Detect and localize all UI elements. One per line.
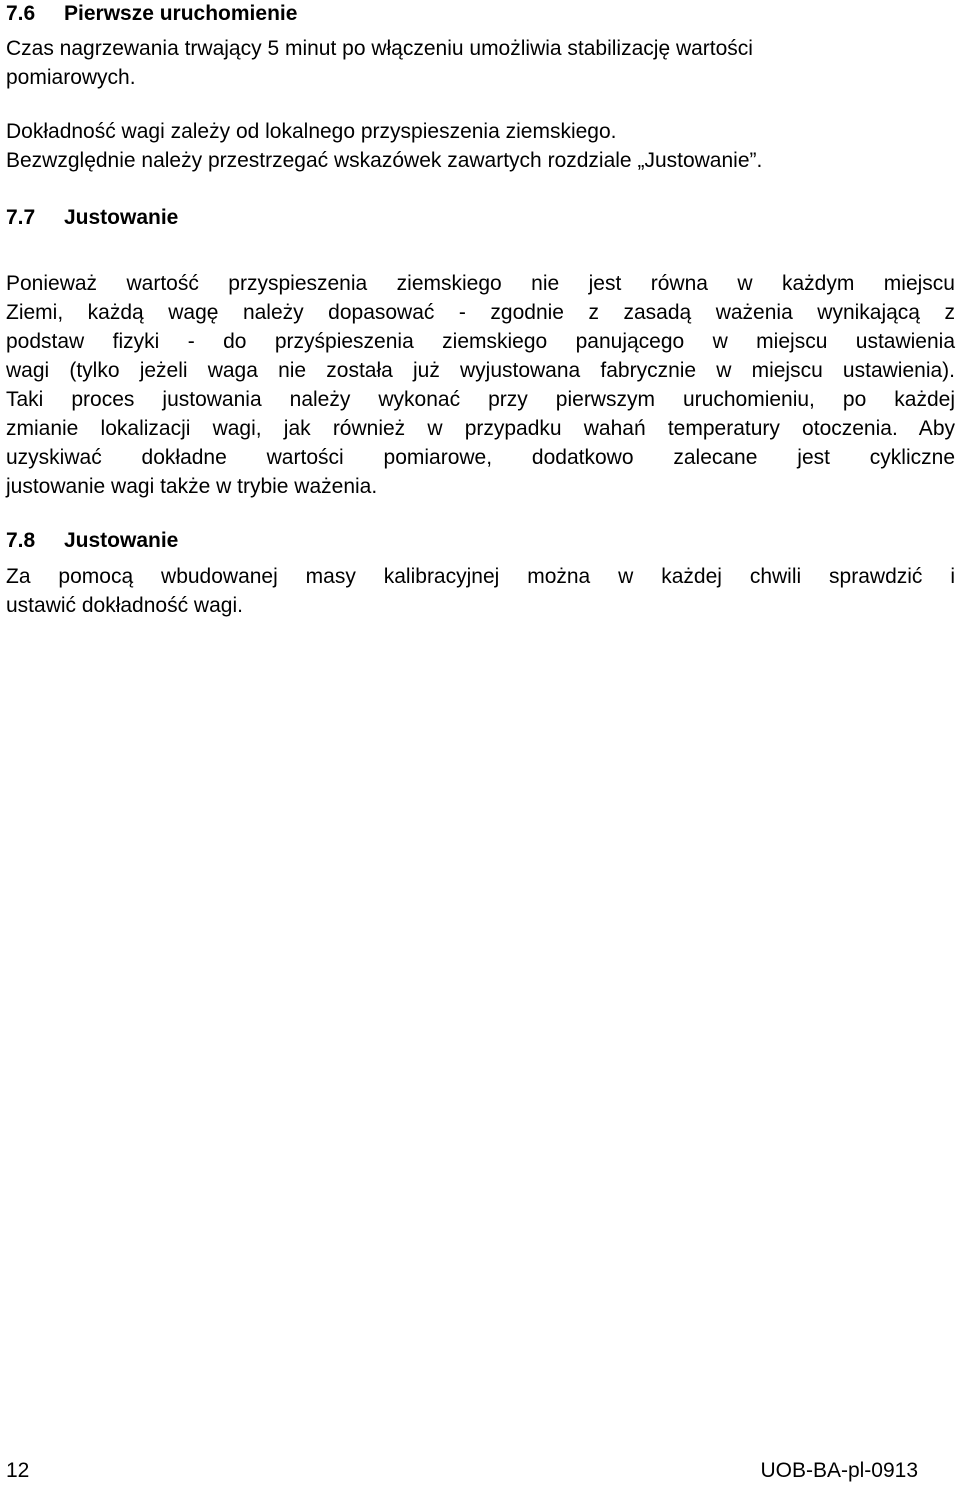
text-line: Dokładność wagi zależy od lokalnego przyspieszenia ziemskiego. xyxy=(6,120,617,143)
text-line: Bezwzględnie należy przestrzegać wskazówek zawartych rozdziale „Justowanie”. xyxy=(6,149,763,172)
text-line: uzyskiwać dokładne wartości pomiarowe, dodatkowo zalecane jest cykliczne xyxy=(6,446,955,469)
section-heading-7-6 xyxy=(6,1,297,27)
section-number: 7.8 xyxy=(6,529,36,552)
text-line: podstaw fizyki - do przyśpieszenia ziemskiego panującego w miejscu ustawienia xyxy=(6,330,955,353)
text-line: Za pomocą wbudowanej masy kalibracyjnej można w każdej chwili sprawdzić i xyxy=(6,565,955,588)
section-number: 7.7 xyxy=(6,206,36,229)
paragraph-warmup xyxy=(6,34,946,92)
text-line: Taki proces justowania należy wykonać przy pierwszym uruchomieniu, po każdej xyxy=(6,388,955,411)
text-line: justowanie wagi także w trybie ważenia. xyxy=(6,475,378,498)
paragraph-internal-mass xyxy=(6,562,955,620)
section-title: Pierwsze uruchomienie xyxy=(64,2,298,25)
text-line: Czas nagrzewania trwający 5 minut po włączeniu umożliwia stabilizację wartości xyxy=(6,37,753,60)
section-number: 7.6 xyxy=(6,2,36,25)
paragraph-accuracy xyxy=(6,117,946,175)
section-title: Justowanie xyxy=(64,206,179,229)
text-line: Ziemi, każdą wagę należy dopasować - zgodnie z zasadą ważenia wynikającą z xyxy=(6,301,955,324)
section-title: Justowanie xyxy=(64,529,179,552)
text-line: zmianie lokalizacji wagi, jak również w przypadku wahań temperatury otoczenia. Aby xyxy=(6,417,955,440)
footer-document-code: UOB-BA-pl-0913 xyxy=(760,1459,918,1482)
section-heading-7-8 xyxy=(6,528,178,554)
text-line: wagi (tylko jeżeli waga nie została już wyjustowana fabrycznie w miejscu ustawienia). xyxy=(6,359,955,382)
section-heading-7-7 xyxy=(6,205,178,231)
text-line: ustawić dokładność wagi. xyxy=(6,594,243,617)
footer-page-number: 12 xyxy=(6,1459,30,1482)
paragraph-calibration xyxy=(6,269,955,501)
text-line: pomiarowych. xyxy=(6,66,136,89)
text-line: Ponieważ wartość przyspieszenia ziemskiego nie jest równa w każdym miejscu xyxy=(6,272,955,295)
